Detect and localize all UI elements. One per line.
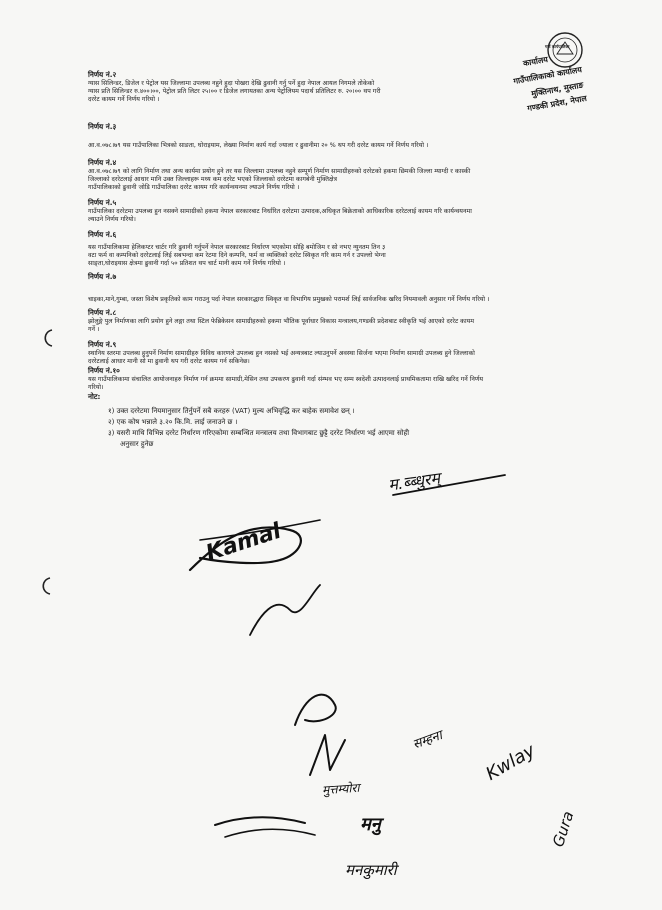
decision-text-line: यस गाउँपालिकामा संचालित आयोजनाहरु निर्माण गर्न क्रममा सामाग्री,मेसिन तथा उपकरण ढुवानी गर्दा संम्भव भए सम्म स्वदेशी उत्पादनलाई प्राथमिकतामा राखि खरिद गर्ने निर्णय: [88, 376, 484, 383]
decision-8: [88, 308, 588, 334]
decision-10: [88, 366, 588, 392]
note-item: २) एक कोष भन्नाले ३.२० कि.मि. लाई जनाउने छ ।: [108, 418, 238, 426]
decision-text-line: गर्ने ।: [88, 326, 100, 333]
signature-2: Kamal: [203, 518, 285, 567]
stamp-line-3: मुक्तिनाथ, मुस्ताङ: [530, 80, 585, 99]
decision-text-line: ल्याउने निर्णय गरियो।: [88, 216, 136, 223]
decision-text-line: ग्यास प्रति सिलिन्डर रु.४००।००, पेट्रोल प्रति लिटर २५।०० र डिजेल लगायतका अन्य पेट्रोलियम पदार्थ प्रतिलिटर रु. २०।०० थप गरी: [88, 88, 381, 95]
signature-6: मनु: [360, 814, 381, 835]
signature-7: मनकुमारी: [345, 861, 397, 879]
stamp-seal-text: गाउँ कार्यपालिका: [545, 44, 570, 49]
decision-heading: निर्णय नं.८: [88, 308, 117, 317]
decision-text-line: साङ्ता,घोराइयास क्षेत्रमा ढुवानी गर्दा ५० प्रतिशत थप चार्ट मानी काम गर्ने निर्णय गरियो ।: [88, 260, 286, 267]
decision-text-line: चाइका,माने,गुम्बा, जस्ता विशेष प्रकृतिको काम गराउनु पर्दा नेपाल सरकारद्धारा स्विकृत वा विभागिय प्रमुखको परामर्श लिई सार्वजनिक खरिद नियमावली अनुसार गर्ने निर्णय गरियो ।: [88, 296, 490, 303]
decision-text-line: स्थानिय स्तरमा उपलब्ध हुनुपर्ने निर्माण सामाग्रीहरु विविध कारणले उपलब्ध हुन नसको भई अन्यत्रबाट ल्याउनुपर्ने अवस्था सिर्जना भएमा निर्माण सामाग्री उपलब्ध हुने जिल्लाको: [88, 350, 475, 357]
signature-3: सम्हना: [410, 728, 445, 753]
decision-3: [88, 122, 588, 150]
decision-4: [88, 158, 588, 192]
punch-hole-mark: [38, 576, 52, 596]
decision-text-line: आ.व.०७८।७९ यस गाउँपालिका भित्रको साङता, घोराइयाम, लेख्या निर्माण कार्य गर्दा ज्याला र ढुवानीमा २० % थप गरी दररेट कायम गर्ने निर्णय गरियो ।: [88, 142, 429, 149]
stamp-line-2: गाउँपालिकाको कार्यालय: [512, 65, 583, 86]
decision-text-line: गाउँपालिकाको ढुवानी जोडि गाउँपालिका दररेट कायम गरि कार्यन्वयनमा ल्याउने निर्णय गरियो ।: [88, 184, 300, 191]
decision-text-line: जिल्लाको दररेटलाई आधार मानि उक्त जिल्लाहरू मध्य कम दररेट भएको जिल्लाको दररेटमा कागबेनी मुक्तिक्षेत्र: [88, 176, 338, 183]
decision-heading: निर्णय नं.१०: [88, 366, 120, 375]
signature-4: Kwlay: [482, 740, 539, 785]
notes-block: [88, 392, 588, 450]
decision-text-line: गरियो।: [88, 384, 104, 391]
stamp-line-4: गण्डकी प्रदेश, नेपाल: [526, 93, 588, 114]
note-item: १) उक्त दररेटमा नियमानुसार तिर्नुपर्ने सबै करहरु (VAT) मुल्य अभिवृद्धि कर बाहेक समावेश छन् ।: [108, 407, 355, 415]
signature-scribble: [205, 795, 325, 845]
decision-heading: निर्णय नं.६: [88, 230, 117, 239]
decision-heading: निर्णय नं.९: [88, 340, 117, 349]
signature-8: Gura: [549, 808, 578, 850]
signature-scribble: [300, 725, 360, 780]
decision-text-line: यस गाउँपालिकामा हेलिकप्टर चार्टर गरि ढुवानी गर्नुपर्ने नेपाल सरकारबाट निर्धारण भएकोमा सोहि बमोजिम र सो नभए न्युनतम तिन ३: [88, 244, 386, 251]
punch-hole-mark: [40, 328, 54, 348]
decision-heading: निर्णय नं.२: [88, 70, 117, 79]
decision-9: [88, 340, 588, 366]
decision-7: [88, 272, 588, 304]
decision-text-line: झोलुङ्गे पुल निर्माणका लागि प्रयोग हुने लङ्गा तथा स्टिल फेब्रिकेसन सामाग्रीहरुको हकमा भौतिक पूर्वाधार विकास मन्त्रालय,गण्डकी प्रदेशबाट स्वीकृति भई आएको दररेट कायम: [88, 318, 475, 325]
decision-heading: निर्णय नं.७: [88, 272, 117, 281]
decision-heading: निर्णय नं.५: [88, 198, 117, 207]
decision-text-line: दररेट कायम गर्ने निर्णय गरियो ।: [88, 96, 160, 103]
notes-label: नोट:: [88, 392, 101, 401]
decision-text-line: वटा फर्म वा कम्पनिको दररेटलाई लिई सबभन्दा कम रेटमा दिने कम्पनि, फर्म वा व्यक्तिको दररेट स्विकृत गरि काम गर्न र उपल्लो भेग्ना: [88, 252, 386, 259]
decision-heading: निर्णय नं.३: [88, 122, 117, 131]
signature-scribble: [240, 575, 330, 645]
decision-5: [88, 198, 588, 224]
decision-text-line: गाउँपालिका दररेटमा उपलब्ध हुन नसक्ने सामाग्रीको हकमा नेपाल सरकारबाट निर्धारित दररेटमा उत्पादक,अधिकृत बिक्रेताको आधिकारिक दररेटलाई कायम गरि कार्यन्वयनमा: [88, 208, 472, 215]
decision-text-line: दररेटलाई आधार मानी सो मा ढुवानी थप गरी दररेट कायम गर्न सकिनेछ।: [88, 358, 250, 365]
note-item: ३) यसरी माथि विभिन्न दररेट निर्धारण गरिएकोमा सम्बन्धित मन्त्रालय तथा विभागबाट छुट्टै दररेट निर्धारण भई आएमा सोही: [108, 429, 410, 437]
stamp-line-1: कार्यालय: [522, 54, 549, 69]
note-item: अनुसार हुनेछ: [120, 440, 154, 448]
signature-5: मुत्तम्योरा: [321, 780, 360, 798]
decision-6: [88, 230, 588, 268]
decision-2: [88, 70, 588, 104]
decisions-body: [88, 70, 588, 450]
decision-text-line: ग्यास सिलिन्डर, डिजेल र पेट्रोल यस जिल्लामा उपलब्ध नहुने हुदा पोखरा देखि ढुवानी गर्नु पर्ने हुदा नेपाल आयल निगमले तोकेको: [88, 80, 375, 87]
decision-text-line: आ.व.०७८।७९ को लागि निर्माण तथा अन्य कार्यमा प्रयोग हुने तर यस जिल्लामा उपलब्ध नहुने सम्पूर्ण निर्माण सामाग्रीहरुको दररेटको हकमा छिमकी जिल्ला म्याग्दी र कास्की: [88, 168, 471, 175]
signature-1: म.ब्ब्धुरम्: [387, 468, 442, 495]
decision-heading: निर्णय नं.४: [88, 158, 117, 167]
